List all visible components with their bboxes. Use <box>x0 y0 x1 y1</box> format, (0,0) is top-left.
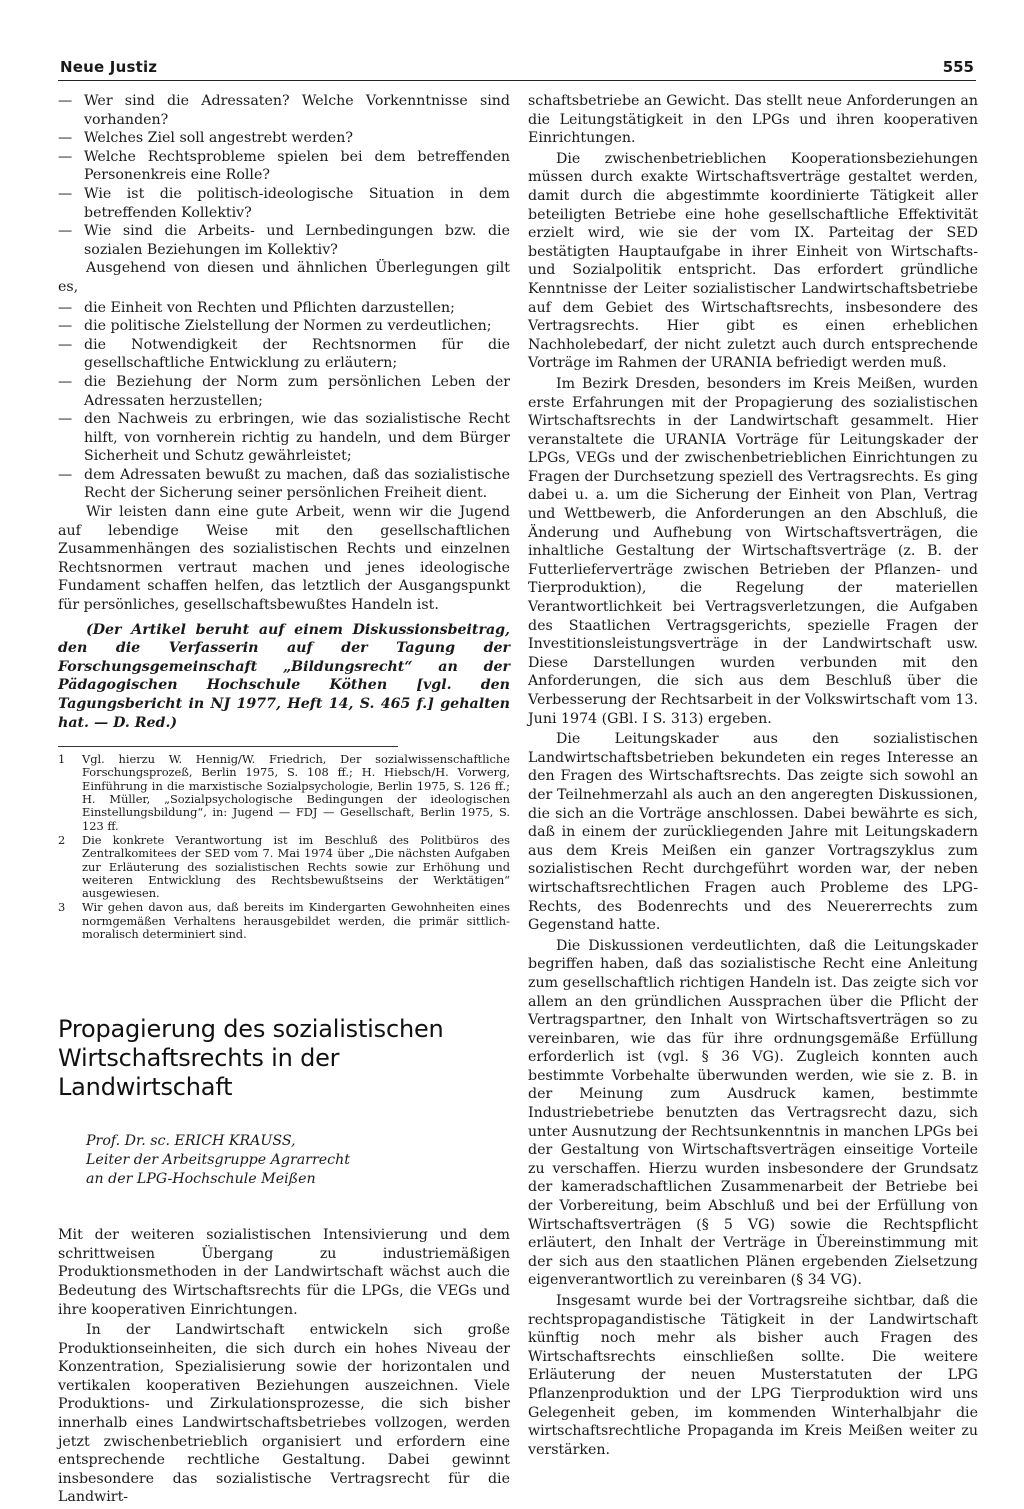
list-item: — die Notwendigkeit der Rechtsnormen für die gesellschaftliche Entwicklung zu erläutern; <box>58 336 510 373</box>
editor-note: (Der Artikel beruht auf einem Diskussionsbeitrag, den die Verfasserin auf der Tagung der Forschungsgemeinschaft „Bildungsrecht“ an der Pädagogischen Hochschule Köthen [vgl. den Tagungsbericht in NJ 1977, Heft 14, S. 465 f.] gehalten hat. — D. Red.) <box>58 621 510 731</box>
list-item: — Welche Rechtsprobleme spielen bei dem betreffenden Personenkreis eine Rolle? <box>58 148 510 185</box>
author-position: Leiter der Arbeitsgruppe Agrarrecht <box>86 1151 350 1168</box>
page-header <box>58 56 976 81</box>
paragraph: Im Bezirk Dresden, besonders im Kreis Meißen, wurden erste Erfahrungen mit der Propagierung des sozialistischen Wirtschaftsrechts in der Landwirtschaft gesammelt. Hier veranstaltete die URANIA Vorträge für Leitungskader der LPGs, VEGs und der zwischenbetrieblichen Einrichtungen zu Fragen der Durchsetzung speziell des Vertragsrechts. Es ging dabei u. a. um die Sicherung der Einheit von Plan, Vertrag und Wettbewerb, die Anforderungen an den Abschluß, die Änderung und Aufhebung von Wirtschaftsverträgen, die inhaltliche Gestaltung der Wirtschaftsverträge (z. B. der Futterlieferverträge zwischen Betrieben der Pflanzen- und Tierproduktion), die Regelung der materiellen Verantwortlichkeit bei Vertragsverletzungen, die Aufgaben des Staatlichen Vertragsgerichts, spezielle Fragen der Investitionsleistungsverträge in der Landwirtschaft usw. Diese Darstellungen wurden verbunden mit den Anforderungen, die sich aus dem Beschluß über die Verbesserung der Rechtsarbeit in der Volkswirtschaft vom 13. Juni 1974 (GBl. I S. 313) ergeben. <box>528 375 978 727</box>
question-list <box>58 92 510 259</box>
footnote-number: 1 <box>58 752 66 767</box>
list-item: — die Einheit von Rechten und Pflichten darzustellen; <box>58 299 510 318</box>
footnote <box>58 901 510 941</box>
list-item: — Welches Ziel soll angestrebt werden? <box>58 129 510 148</box>
left-column <box>58 92 510 1509</box>
footnote-divider <box>58 746 398 747</box>
paragraph: Die zwischenbetrieblichen Kooperationsbeziehungen müssen durch exakte Wirtschaftsverträge gestaltet werden, damit durch die abgestimmte koordinierte Tätigkeit aller beteiligten Betriebe eine hohe gesellschaftliche Effektivität erzielt wird, wie sie der vom IX. Parteitag der SED bestätigten Hauptaufgabe in ihrer Einheit von Wirtschafts- und Sozialpolitik entspricht. Das erfordert gründliche Kenntnisse der Leiter sozialistischer Landwirtschaftsbetriebe auf dem Gebiet des Wirtschaftsrechts, insbesondere des Vertragsrechts. Hier gibt es einen erheblichen Nachholebedarf, der nicht zuletzt auch durch entsprechende Vorträge im Rahmen der URANIA befriedigt werden muß. <box>528 150 978 372</box>
footnote-number: 3 <box>58 900 66 915</box>
list-item: — den Nachweis zu erbringen, wie das sozialistische Recht hilft, von vornherein richtig zu handeln, und dem Bürger Sicherheit und Schutz gewährleistet; <box>58 410 510 466</box>
page-number: 555 <box>942 58 974 76</box>
journal-title: Neue Justiz <box>60 58 158 76</box>
footnote <box>58 753 510 833</box>
list-item: — dem Adressaten bewußt zu machen, daß das sozialistische Recht der Sicherung seiner persönlichen Freiheit dient. <box>58 466 510 503</box>
list-item: — Wer sind die Adressaten? Welche Vorkenntnisse sind vorhanden? <box>58 92 510 129</box>
right-column <box>528 92 978 1461</box>
list-item: — Wie ist die politisch-ideologische Situation in dem betreffenden Kollektiv? <box>58 185 510 222</box>
list-item: — die Beziehung der Norm zum persönlichen Leben der Adressaten herzustellen; <box>58 373 510 410</box>
footnote-number: 2 <box>58 832 66 847</box>
author-name: Prof. Dr. sc. ERICH KRAUSS, <box>86 1133 296 1150</box>
footnotes <box>58 753 510 941</box>
list-item: — Wie sind die Arbeits- und Lernbedingungen bzw. die sozialen Beziehungen im Kollektiv? <box>58 222 510 259</box>
author-institution: an der LPG-Hochschule Meißen <box>86 1170 316 1187</box>
footnote <box>58 834 510 900</box>
paragraph: Mit der weiteren sozialistischen Intensivierung und dem schrittweisen Übergang zu industriemäßigen Produktionsmethoden in der Landwirtschaft wächst auch die Bedeutung des Wirtschaftsrechts für die LPGs, die VEGs und ihre kooperativen Einrichtungen. <box>58 1227 510 1318</box>
paragraph: Die Leitungskader aus den sozialistischen Landwirtschaftsbetrieben bekundeten ein reges Interesse an den Fragen des Wirtschaftsrechts. Das zeigte sich sowohl an der Teilnehmerzahl als auch an den angeregten Diskussionen, die sich an die Vorträge anschlossen. Dabei bewährte es sich, daß in einem der zurückliegenden Jahre mit Leitungskadern aus dem Kreis Meißen ein ganzer Vortragszyklus zum sozialistischen Recht durchgeführt worden war, der neben wirtschaftsrechtlichen Fragen auch Probleme des LPG-Rechts, des Bodenrechts und des Neuererrechts zum Gegenstand hatte. <box>528 731 978 934</box>
paragraph: Insgesamt wurde bei der Vortragsreihe sichtbar, daß die rechtspropagandistische Tätigkeit in der Landwirtschaft künftig noch mehr als bisher auch Fragen des Wirtschaftsrechts einschließen sollte. Die weitere Erläuterung der neuen Musterstatuten der LPG Pflanzenproduktion und der LPG Tierproduktion wird uns Gelegenheit geben, im kommenden Winterhalbjahr die wirtschaftsrechtliche Propaganda im Kreis Meißen weiter zu verstärken. <box>528 1293 978 1458</box>
footnote-text: Die konkrete Verantwortung ist im Beschluß des Politbüros des Zentralkomitees der SED vom 7. Mai 1974 über „Die nächsten Aufgaben zur Erläuterung des sozialistischen Rechts sowie zur Erhöhung und weiteren Entwicklung des Rechtsbewußtseins der Werktätigen“ ausgewiesen. <box>82 832 510 901</box>
paragraph: Wir leisten dann eine gute Arbeit, wenn wir die Jugend auf lebendige Weise mit den gesellschaftlichen Zusammenhängen des sozialistischen Rechts und einzelnen Rechtsnormen vertraut machen und jenes ideologische Fundament schaffen helfen, das letztlich der Ausgangspunkt für persönliches, gesellschaftsbewußtes Handeln ist. <box>58 504 510 614</box>
paragraph: In der Landwirtschaft entwickeln sich große Produktionseinheiten, die sich durch ein hohes Niveau der Konzentration, Spezialisierung sowie der horizontalen und vertikalen kooperativen Beziehungen auszeichnen. Viele Produktions- und Zirkulationsprozesse, die sich bisher innerhalb eines Landwirtschaftsbetriebes vollzogen, werden jetzt zwischenbetrieblich organisiert und erfordern eine entsprechende rechtliche Gestaltung. Dabei gewinnt insbesondere das sozialistische Vertragsrecht für die Landwirt- <box>58 1322 510 1506</box>
article-title: Propagierung des sozialistischen Wirtschaftsrechts in der Landwirtschaft <box>58 1015 444 1102</box>
footnote-text: Wir gehen davon aus, daß bereits im Kindergarten Gewohnheiten eines normgemäßen Verhaltens herausgebildet werden, die primär sittlich-moralisch determiniert sind. <box>82 900 510 942</box>
author-byline <box>86 1132 510 1188</box>
paragraph: Ausgehend von diesen und ähnlichen Überlegungen gilt es, <box>58 260 510 295</box>
footnote-text: Vgl. hierzu W. Hennig/W. Friedrich, Der sozialwissenschaftliche Forschungsprozeß, Berlin 1975, S. 108 ff.; H. Hiebsch/H. Vorwerg, Einführung in die marxistische Sozialpsychologie, Berlin 1975, S. 126 ff.; H. Müller, „Sozialpsychologische Bedingungen der ideologischen Einstellungsbildung“, in: Jugend — FDJ — Gesellschaft, Berlin 1975, S. 123 ff. <box>82 752 510 833</box>
paragraph: Die Diskussionen verdeutlichten, daß die Leitungskader begriffen haben, daß das sozialistische Recht eine Anleitung zum gesellschaftlich richtigen Handeln ist. Das zeigte sich vor allem an den gründlichen Aussprachen über die Pflicht der Vertragspartner, den Inhalt von Wirtschaftsverträgen so zu vereinbaren, wie das für ihre ordnungsgemäße Erfüllung erforderlich ist (vgl. § 36 VG). Zugleich konnten auch bestimmte Vorbehalte überwunden werden, wie sie z. B. in der Meinung zum Ausdruck kamen, bestimmte Industriebetriebe benutzten das Vertragsrecht dazu, sich unter Ausnutzung der Rechtsunkenntnis in manchen LPGs bei der Gestaltung von Wirtschaftsverträgen einseitige Vorteile zu verschaffen. Hierzu wurden insbesondere der Grundsatz der kameradschaftlichen Zusammenarbeit der Betriebe bei der Vorbereitung, beim Abschluß und bei der Erfüllung von Wirtschaftsverträgen (§ 5 VG) sowie die Rechtspflicht erläutert, den Inhalt der Verträge in Übereinstimmung mit der sich aus den staatlichen Plänen ergebenden Zielsetzung eigenverantwortlich zu vereinbaren (§ 34 VG). <box>528 937 978 1289</box>
task-list <box>58 299 510 504</box>
paragraph: schaftsbetriebe an Gewicht. Das stellt neue Anforderungen an die Leitungstätigkeit in den LPGs und ihren kooperativen Einrichtungen. <box>528 93 978 147</box>
list-item: — die politische Zielstellung der Normen zu verdeutlichen; <box>58 317 510 336</box>
